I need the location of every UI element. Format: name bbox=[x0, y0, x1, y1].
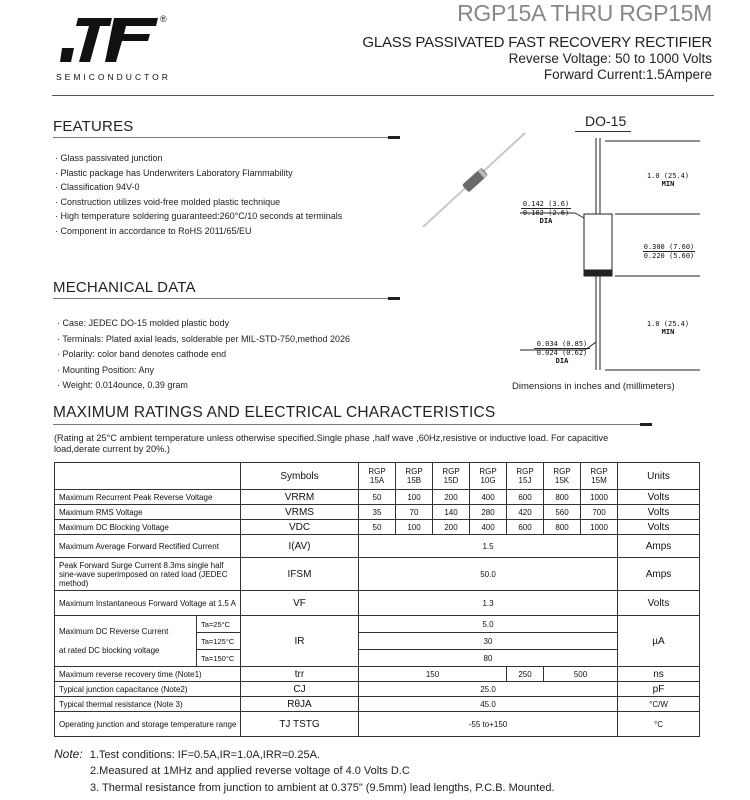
note-2: 2.Measured at 1MHz and applied reverse voltage of 4.0 Volts D.C bbox=[90, 765, 410, 777]
part-number: RGP15A THRU RGP15M bbox=[457, 0, 712, 26]
table-row: Maximum DC Reverse Current at rated DC blocking voltage Ta=25°C IR 5.0 µA bbox=[55, 616, 700, 633]
mechanical-marker bbox=[388, 297, 400, 300]
symbols-header: Symbols bbox=[241, 463, 359, 490]
list-item: · Terminals: Plated axial leads, solderable per MIL-STD-750,method 2026 bbox=[57, 332, 350, 348]
table-row: Ta=125°C 30 bbox=[55, 633, 700, 650]
company-name: SEMICONDUCTOR bbox=[56, 72, 171, 82]
list-item: · Component in accordance to RoHS 2011/65/EU bbox=[55, 224, 342, 239]
units-header: Units bbox=[618, 463, 700, 490]
ratings-heading: MAXIMUM RATINGS AND ELECTRICAL CHARACTERISTICS bbox=[53, 404, 496, 421]
ratings-marker bbox=[640, 423, 652, 426]
part-header: RGP 15D bbox=[433, 463, 470, 490]
body-length: 0.300 (7.60) 0.220 (5.60) bbox=[643, 243, 695, 260]
mechanical-list bbox=[57, 316, 350, 394]
list-item: · Plastic package has Underwriters Laboratory Flammability bbox=[55, 166, 342, 181]
part-header: RGP 15B bbox=[396, 463, 433, 490]
lead-length-top: 1.0 (25.4) MIN bbox=[646, 172, 690, 188]
forward-current-spec: Forward Current:1.5Ampere bbox=[543, 67, 712, 82]
list-item: · Mounting Position: Any bbox=[57, 363, 350, 379]
mechanical-underline bbox=[53, 298, 398, 299]
part-header: RGP 15A bbox=[359, 463, 396, 490]
list-item: · High temperature soldering guaranteed:260°C/10 seconds at terminals bbox=[55, 209, 342, 224]
lead-diameter: 0.034 (0.85) 0.024 (0.62) DIA bbox=[534, 340, 590, 365]
note-3: 3. Thermal resistance from junction to ambient at 0.375" (9.5mm) lead lengths, P.C.B. Mounted. bbox=[90, 782, 555, 794]
table-row: Peak Forward Surge Current 8.3ms single half sine-wave superimposed on rated load (JEDEC method) IFSM 50.0 Amps bbox=[55, 558, 700, 591]
company-logo bbox=[60, 18, 160, 62]
notes-label: Note: bbox=[54, 747, 83, 761]
part-header: RGP 15M bbox=[581, 463, 618, 490]
table-row: Maximum reverse recovery time (Note1) trr 150 250 500 ns bbox=[55, 667, 700, 682]
list-item: · Classification 94V-0 bbox=[55, 180, 342, 195]
list-item: · Weight: 0.014ounce, 0.39 gram bbox=[57, 378, 350, 394]
package-name: DO-15 bbox=[585, 113, 627, 129]
table-header-row bbox=[55, 463, 700, 490]
dimensions-note: Dimensions in inches and (millimeters) bbox=[512, 381, 675, 392]
note-1: 1.Test conditions: IF=0.5A,IR=1.0A,IRR=0.25A. bbox=[89, 749, 320, 761]
features-underline bbox=[53, 137, 398, 138]
mechanical-heading: MECHANICAL DATA bbox=[53, 279, 196, 296]
list-item: · Glass passivated junction bbox=[55, 151, 342, 166]
part-header: RGP 10G bbox=[470, 463, 507, 490]
table-row: Maximum Recurrent Peak Reverse Voltage VRRM 50 100 200 400 600 800 1000 Volts bbox=[55, 490, 700, 505]
part-header: RGP 15J bbox=[507, 463, 544, 490]
features-heading: FEATURES bbox=[53, 118, 134, 135]
reverse-voltage-spec: Reverse Voltage: 50 to 1000 Volts bbox=[508, 51, 712, 66]
table-row: Typical thermal resistance (Note 3) RθJA 45.0 °C/W bbox=[55, 697, 700, 712]
product-title: GLASS PASSIVATED FAST RECOVERY RECTIFIER bbox=[362, 34, 712, 51]
features-list bbox=[55, 151, 342, 238]
ratings-intro: (Rating at 25°C ambient temperature unless otherwise specified.Single phase ,half wave ,60Hz,resistive or inductive load. For capacitive load,derate current by 20%.) bbox=[54, 433, 609, 454]
list-item: · Case: JEDEC DO-15 molded plastic body bbox=[57, 316, 350, 332]
ratings-table bbox=[54, 462, 700, 737]
features-marker bbox=[388, 136, 400, 139]
list-item: · Polarity: color band denotes cathode end bbox=[57, 347, 350, 363]
table-row: Ta=150°C 80 bbox=[55, 650, 700, 667]
notes bbox=[54, 747, 320, 761]
table-row: Typical junction capacitance (Note2) CJ 25.0 pF bbox=[55, 682, 700, 697]
ratings-underline bbox=[53, 424, 651, 425]
list-item: · Construction utilizes void-free molded plastic technique bbox=[55, 195, 342, 210]
table-row: Maximum Instantaneous Forward Voltage at 1.5 A VF 1.3 Volts bbox=[55, 591, 700, 616]
body-diameter: 0.142 (3.6) 0.102 (2.6) DIA bbox=[522, 200, 570, 225]
registered-mark: ® bbox=[160, 14, 167, 24]
table-row: Maximum Average Forward Rectified Current I(AV) 1.5 Amps bbox=[55, 535, 700, 558]
package-underline bbox=[575, 131, 631, 132]
part-header: RGP 15K bbox=[544, 463, 581, 490]
table-row: Operating junction and storage temperature range TJ TSTG -55 to+150 °C bbox=[55, 712, 700, 737]
table-row: Maximum RMS Voltage VRMS 35 70 140 280 420 560 700 Volts bbox=[55, 505, 700, 520]
lead-length-bottom: 1.0 (25.4) MIN bbox=[646, 320, 690, 336]
header-divider bbox=[52, 95, 714, 96]
table-row: Maximum DC Blocking Voltage VDC 50 100 200 400 600 800 1000 Volts bbox=[55, 520, 700, 535]
